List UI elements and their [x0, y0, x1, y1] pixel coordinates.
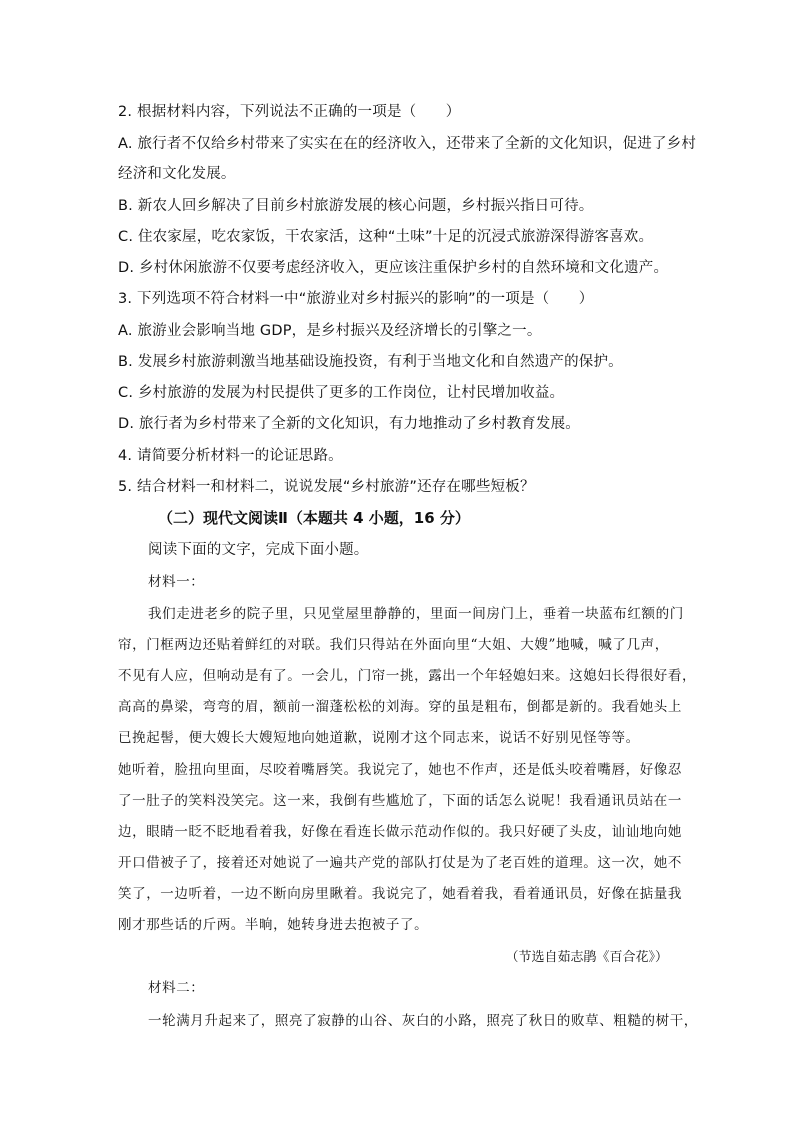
q5-stem: 5. 结合材料一和材料二，说说发展“乡村旅游”还存在哪些短板？ — [118, 479, 535, 495]
material-one-label: 材料一： — [148, 574, 205, 590]
q4-stem: 4. 请简要分析材料一的论证思路。 — [118, 448, 343, 464]
q3-stem: 3. 下列选项不符合材料一中“旅游业对乡村振兴的影响”的一项是（ ） — [118, 291, 594, 307]
q3-option-a: A. 旅游业会影响当地 GDP，是乡村振兴及经济增长的引擎之一。 — [118, 323, 542, 339]
q2-option-c: C. 住农家屋，吃农家饭，干农家活，这种“土味”十足的沉浸式旅游深得游客喜欢。 — [118, 229, 654, 245]
material-one-source: （节选自茹志鹃《百合花》） — [505, 950, 668, 965]
q2-option-d: D. 乡村休闲旅游不仅要考虑经济收入，更应该注重保护乡村的自然环境和文化遗产。 — [118, 260, 669, 276]
q3-option-b: B. 发展乡村旅游刺激当地基础设施投资，有利于当地文化和自然遗产的保护。 — [118, 354, 623, 370]
material-one-line: 我们走进老乡的院子里，只见堂屋里静静的，里面一间房门上，垂着一块蓝布红额的门 — [148, 606, 684, 622]
material-two-line: 一轮满月升起来了，照亮了寂静的山谷、灰白的小路，照亮了秋日的败草、粗糙的树干， — [148, 1013, 698, 1029]
material-one-line: 刚才那些话的斤两。半晌，她转身进去抱被子了。 — [118, 917, 429, 933]
q3-option-d: D. 旅行者为乡村带来了全新的文化知识，有力地推动了乡村教育发展。 — [118, 416, 580, 432]
material-one-line: 高高的鼻梁，弯弯的眉，额前一溜蓬松松的刘海。穿的虽是粗布，倒都是新的。我看她头上 — [118, 699, 682, 715]
material-one-line: 已挽起髻，便大嫂长大嫂短地向她道歉，说刚才这个同志来，说话不好别见怪等等。 — [118, 730, 640, 746]
q3-option-c: C. 乡村旅游的发展为村民提供了更多的工作岗位，让村民增加收益。 — [118, 385, 565, 401]
material-one-line: 开口借被子了，接着还对她说了一遍共产党的部队打仗是为了老百姓的道理。这一次，她不 — [118, 855, 682, 871]
material-one-line: 帘，门框两边还贴着鲜红的对联。我们只得站在外面向里“大姐、大嫂”地喊，喊了几声， — [118, 637, 669, 653]
section-heading: （二）现代文阅读Ⅱ（本题共 4 小题，16 分） — [158, 509, 470, 527]
material-one-line: 不见有人应，但响动是有了。一会儿，门帘一挑，露出一个年轻媳妇来。这媳妇长得很好看， — [118, 668, 697, 684]
q2-option-b: B. 新农人回乡解决了目前乡村旅游发展的核心问题，乡村振兴指日可待。 — [118, 198, 594, 214]
section-instruction: 阅读下面的文字，完成下面小题。 — [148, 542, 369, 558]
q2-option-a-cont: 经济和文化发展。 — [118, 166, 236, 182]
material-two-label: 材料二： — [148, 980, 205, 996]
q2-stem: 2. 根据材料内容，下列说法不正确的一项是（ ） — [118, 104, 461, 120]
material-one-line: 笑了，一边听着，一边不断向房里瞅着。我说完了，她看着我，看着通讯员，好像在掂量我 — [118, 886, 682, 902]
material-one-line: 边，眼睛一眨不眨地看着我，好像在看连长做示范动作似的。我只好硬了头皮，讪讪地向她 — [118, 824, 682, 840]
material-one-line: 了一肚子的笑料没笑完。这一来，我倒有些尴尬了，下面的话怎么说呢！我看通讯员站在一 — [118, 793, 682, 809]
q2-option-a: A. 旅行者不仅给乡村带来了实实在在的经济收入，还带来了全新的文化知识，促进了乡村 — [118, 136, 697, 152]
material-one-line: 她听着，脸扭向里面，尽咬着嘴唇笑。我说完了，她也不作声，还是低头咬着嘴唇，好像忍 — [118, 762, 682, 778]
